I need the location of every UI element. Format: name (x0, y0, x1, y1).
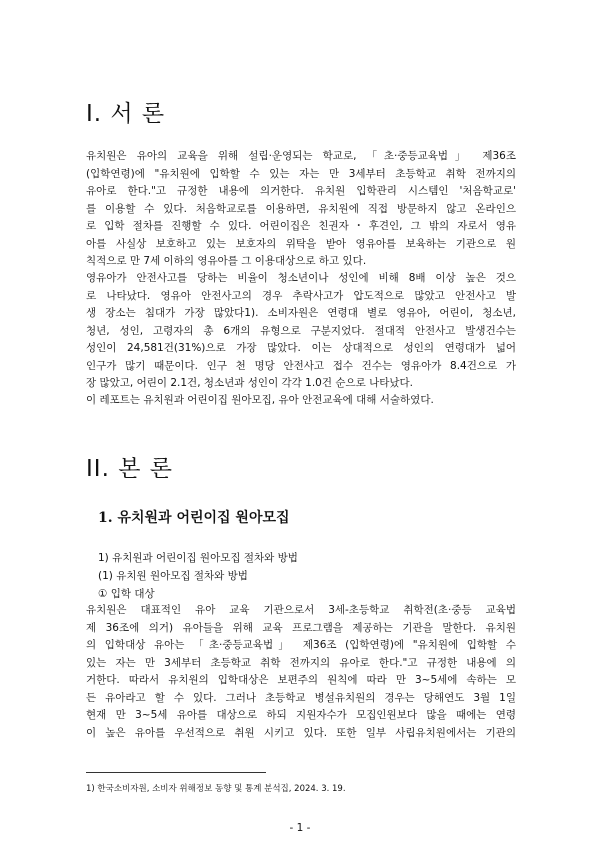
text-line: 로 입학 절차를 진행할 수 있다. 어린이집은 친권자・후견인, 그 밖의 자로서 영유 (86, 220, 516, 232)
text-line: 영유아가 안전사고를 당하는 비율이 청소년이나 성인에 비해 8배 이상 높은 것으 (86, 272, 516, 284)
body-heading: II. 본 론 (86, 456, 173, 482)
text-line: 이 레포트는 유치원과 어린이집 원아모집, 유아 안전교육에 대해 서술하였다. (86, 394, 434, 406)
text-line: 청년, 성인, 고령자의 총 6개의 유형으로 구분지었다. 절대적 안전사고 발생건수는 (86, 324, 516, 337)
text-line: 인구가 많기 때문이다. 인구 천 명당 안전사고 접수 건수는 영유아가 8.4건으로 가 (86, 359, 516, 372)
subsection-item: 1) 유치원과 어린이집 원아모집 절차와 방법 (98, 552, 298, 564)
text-line: 로 나타났다. 영유아 안전사고의 경우 추락사고가 압도적으로 많았고 안전사고 발 (86, 289, 516, 302)
footnote: 1) 한국소비자원, 소비자 위해정보 동향 및 통계 분석집, 2024. 3. 19. (86, 784, 346, 794)
intro-paragraph-2 (86, 270, 516, 393)
text-line: 유아로 한다."고 규정한 내용에 의거한다. 유치원 입학관리 시스템인 '처음학교로' (86, 185, 516, 197)
text-line: 거한다. 따라서 유치원의 입학대상은 보편주의 원칙에 따라 만 3~5세에 속하는 모 (86, 674, 516, 686)
text-line: 성인이 24,581건(31%)으로 가장 많았다. 이는 상대적으로 성인의 연령대가 넓어 (86, 342, 516, 354)
text-line: 있는 자는 만 3세부터 초등학교 취학 전까지의 유아로 한다."고 규정한 내용에 의 (86, 656, 516, 669)
text-line: 현재 만 3~5세 유아를 대상으로 하되 지원자수가 모집인원보다 많을 때에는 연령 (86, 709, 516, 721)
text-line: 생 장소는 침대가 가장 많았다1). 소비자원은 연령대 별로 영유아, 어린이, 청소년, (86, 307, 516, 319)
text-line: 제 36조에 의거) 유아들을 위해 교육 프로그램을 제공하는 기관을 말한다. 유치원 (86, 621, 516, 634)
page-number: - 1 - (289, 822, 311, 834)
text-line: 아를 사실상 보호하고 있는 보호자의 위탁을 받아 영유아를 보육하는 기관으로 원 (86, 237, 516, 250)
subsection-item: (1) 유치원 원아모집 절차와 방법 (98, 570, 248, 582)
text-line: 칙적으로 만 7세 이하의 영유아를 그 이용대상으로 하고 있다. (86, 255, 367, 267)
footnote-divider (86, 772, 266, 773)
intro-paragraph-3 (86, 392, 516, 410)
intro-paragraph-1 (86, 148, 516, 271)
intro-heading: I. 서 론 (86, 101, 166, 127)
text-line: 장 많았고, 어린이 2.1건, 청소년과 성인이 각각 1.0건 순으로 나타났다. (86, 377, 414, 389)
text-line: 를 이용할 수 있다. 처음학교로를 이용하면, 유치원에 직접 방문하지 않고 온라인으 (86, 202, 516, 215)
section-title: 1. 유치원과 어린이집 원아모집 (98, 510, 290, 526)
body-paragraph (86, 602, 516, 742)
text-line: 유치원은 대표적인 유아 교육 기관으로서 3세-초등학교 취학전(초·중등 교육법 (86, 604, 516, 616)
text-line: 든 유아라고 할 수 있다. 그러나 초등학교 병설유치원의 경우는 당해연도 3월 1일 (86, 691, 516, 704)
text-line: (입학연령)에 "유치원에 입학할 수 있는 자는 만 3세부터 초등학교 취학 전까지의 (86, 167, 516, 180)
text-line: 유치원은 유아의 교육을 위해 설립·운영되는 학교로, 「초·중등교육법」 제36조 (86, 150, 516, 162)
subsection-item: ① 입학 대상 (98, 588, 155, 600)
text-line: 의 입학대상 유아는 「초·중등교육법」 제36조 (입학연령)에 "유치원에 입학할 수 (86, 639, 516, 651)
text-line: 이 높은 유아를 우선적으로 취원 시키고 있다. 또한 일부 사립유치원에서는 기관의 (86, 726, 516, 739)
